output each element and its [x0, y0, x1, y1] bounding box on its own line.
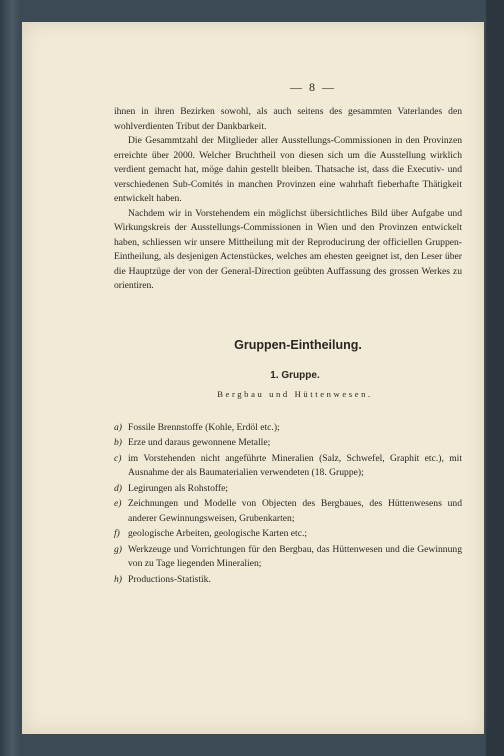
- item-marker: c): [114, 452, 122, 464]
- paragraph: ihnen in ihren Bezirken sowohl, als auch seitens des gesammten Vaterlandes den wohlverdienten Tribut der Dankbarkeit.: [114, 106, 462, 132]
- page-number: — 8 —: [290, 80, 336, 94]
- book-binding: [0, 0, 20, 756]
- paragraph: Die Gesammtzahl der Mitglieder aller Ausstellungs-Commissionen in den Provinzen erreichte über 2000. Welcher Bruchtheil von diesen sich um die Ausstellung wirklich verdient gemacht hat, möge dahin gestellt bleiben. Thatsache ist, dass die Executiv- und verschiedenen Sub-Comités in manchen Provinzen eine wahrhaft fieberhafte Thätigkeit entwickelt haben.: [114, 135, 462, 204]
- item-text: Werkzeuge und Vorrichtungen für den Bergbau, das Hüttenwesen und die Gewinnung von zu Tage liegenden Mineralien;: [128, 543, 462, 569]
- item-text: Productions-Statistik.: [128, 573, 211, 585]
- item-marker: e): [114, 498, 122, 509]
- group-items-list: [114, 421, 462, 588]
- item-marker: b): [114, 437, 122, 448]
- section-title: Gruppen-Eintheilung.: [234, 337, 362, 352]
- item-text: im Vorstehenden nicht angeführte Mineralien (Salz, Schwefel, Graphit etc.), mit Ausnahme der als Baumaterialien verwendeten (18. Gruppe);: [128, 452, 462, 478]
- page-content: [114, 80, 462, 588]
- item-text: Fossile Brennstoffe (Kohle, Erdöl etc.);: [128, 421, 280, 433]
- list-item: [114, 436, 462, 451]
- list-item: [114, 421, 462, 436]
- item-text: Zeichnungen und Modelle von Objecten des Bergbaues, des Hüttenwesens und anderer Gewinnungsweisen, Grubenkarten;: [128, 498, 462, 524]
- item-marker: g): [114, 543, 122, 555]
- item-text: Legirungen als Rohstoffe;: [128, 482, 229, 494]
- item-text: Erze und daraus gewonnene Metalle;: [128, 437, 271, 448]
- list-item: [114, 482, 462, 497]
- item-marker: d): [114, 482, 122, 494]
- book-edge: [486, 0, 504, 756]
- item-marker: a): [114, 421, 122, 433]
- group-title: 1. Gruppe.: [270, 369, 320, 381]
- list-item: [114, 452, 462, 481]
- list-item: [114, 543, 462, 572]
- list-item: [114, 527, 462, 542]
- book-page: [22, 22, 484, 734]
- item-marker: h): [114, 573, 122, 585]
- paragraph: Nachdem wir in Vorstehendem ein möglichst übersichtliches Bild über Aufgabe und Wirkungskreis der Ausstellungs-Commissionen in Wien und den Provinzen entwickelt haben, schliessen wir unsere Mittheilung mit der Reproducirung der officiellen Gruppen-Eintheilung, als desjenigen Actenstückes, welches am ehesten geeignet ist, den Leser über die Hauptzüge der von der General-Direction geübten Auffassung des grossen Werkes zu orientiren.: [114, 207, 462, 291]
- list-item: [114, 573, 462, 588]
- item-text: geologische Arbeiten, geologische Karten etc.;: [128, 528, 308, 539]
- item-marker: f): [114, 528, 120, 539]
- list-item: [114, 497, 462, 526]
- group-subtitle: Bergbau und Hüttenwesen.: [217, 388, 373, 399]
